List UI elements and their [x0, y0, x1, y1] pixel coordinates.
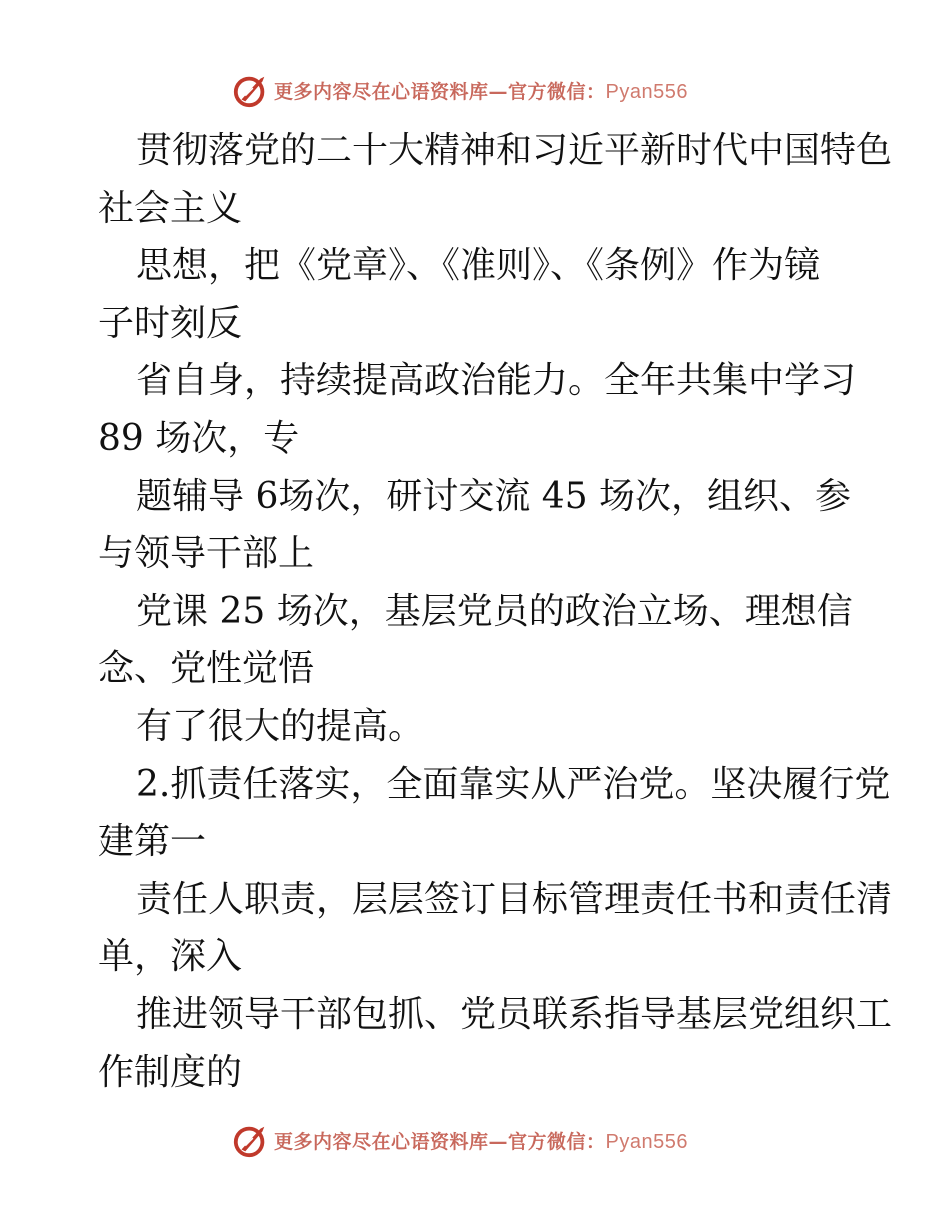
text-line: 有了很大的提高。: [136, 705, 425, 747]
quill-logo-icon: [232, 71, 270, 109]
text-line: 念、党性觉悟: [98, 648, 315, 690]
text-line: 推进领导干部包抓、党员联系指导基层党组织工: [136, 993, 893, 1035]
footer-banner-site: 更多内容尽在心语资料库—官方微信：: [274, 1130, 606, 1153]
quill-logo-icon: [232, 1121, 270, 1159]
text-line: 单，深入: [98, 936, 243, 978]
text-line: 作制度的: [98, 1051, 243, 1093]
header-banner-id: Pyan556: [605, 80, 688, 103]
text-line: 贯彻落党的二十大精神和习近平新时代中国特色: [136, 130, 893, 171]
footer-banner-id: Pyan556: [605, 1130, 688, 1153]
text-line: 省自身，持续提高政治能力。全年共集中学习: [136, 360, 857, 402]
header-watermark-banner: [232, 70, 732, 110]
footer-watermark-banner: [232, 1120, 732, 1160]
text-line: 2.抓责任落实，全面靠实从严治党。坚决履行党: [136, 763, 891, 805]
header-banner-text: [274, 77, 688, 104]
text-line: 题辅导 6场次，研讨交流 45 场次，组织、参: [136, 475, 852, 517]
text-line: 89 场次，专: [98, 417, 300, 459]
document-body: [98, 122, 893, 1101]
text-line: 思想，把《党章》、《准则》、《条例》作为镜: [136, 245, 821, 287]
header-banner-site: 更多内容尽在心语资料库—官方微信：: [274, 80, 606, 103]
text-line: 与领导干部上: [98, 533, 315, 575]
text-line: 社会主义: [98, 187, 243, 229]
text-line: 责任人职责，层层签订目标管理责任书和责任清: [136, 878, 893, 920]
text-line: 子时刻反: [98, 302, 243, 344]
footer-banner-text: [274, 1127, 688, 1154]
text-line: 党课 25 场次，基层党员的政治立场、理想信: [136, 590, 853, 632]
text-line: 建第一: [98, 821, 207, 863]
